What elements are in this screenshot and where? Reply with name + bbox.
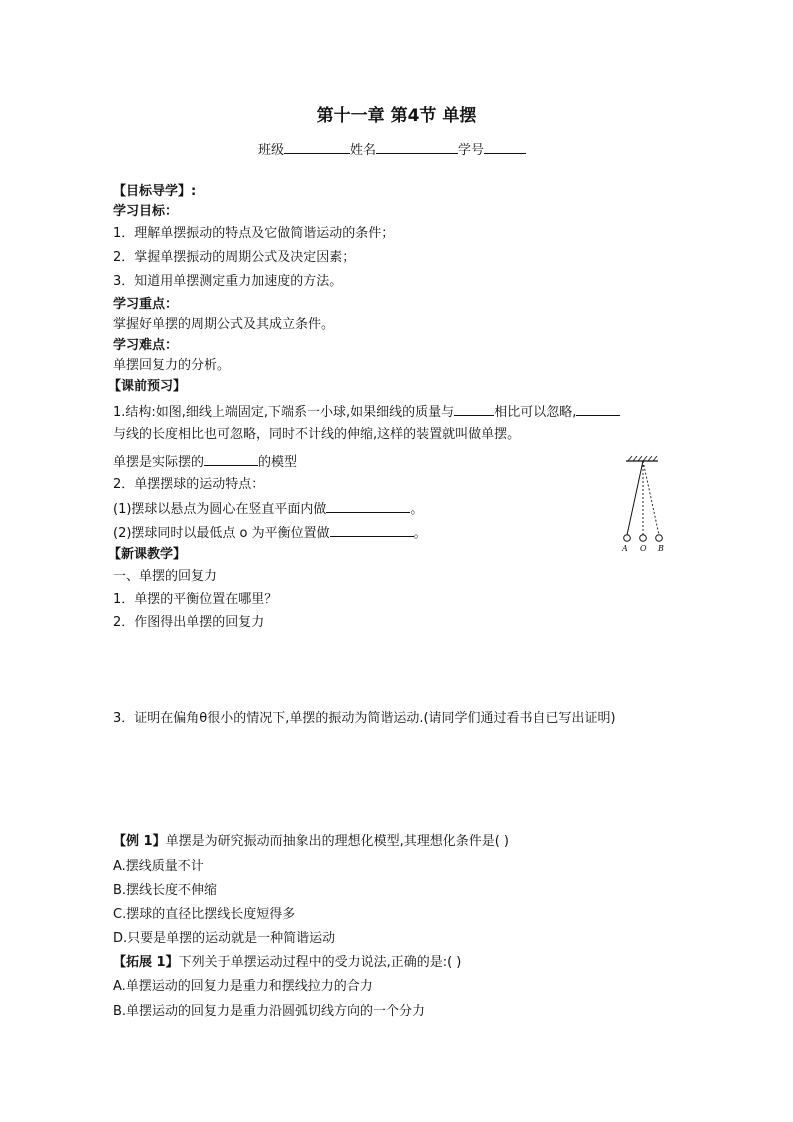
q2-1-period: 。 [410,502,424,517]
name-blank[interactable] [376,140,458,154]
objective-item: 1．理解单摆振动的特点及它做简谐运动的条件； [113,226,395,241]
lesson-header: 【新课教学】 [108,547,187,562]
goals-header: 【目标导学】: [113,184,197,199]
lesson-q2: 2．作图得出单摆的回复力 [113,615,265,630]
label-b: B [658,544,664,553]
name-label: 姓名 [350,143,377,158]
lesson-q3: 3．证明在偏角θ很小的情况下,单摆的振动为简谐运动.(请同学们通过看书自已写出证明) [113,711,616,726]
extension-1-tag: 【拓展 1】 [113,955,179,970]
example-1 [113,833,509,851]
lesson-q1: 1．单摆的平衡位置在哪里？ [113,592,278,607]
student-info-line [258,140,526,160]
q1-text-d1: 单摆是实际摆的 [113,455,205,470]
example-1-question: 单摆是为研究振动而抽象出的理想化模型,其理想化条件是( ) [165,834,509,849]
objective-item: 2．掌握单摆振动的周期公式及决定因素； [113,250,356,265]
q1-blank-2[interactable] [576,402,620,416]
bob-a [624,535,631,542]
q2-1-text: (1)摆球以悬点为圆心在竖直平面内做 [113,502,327,517]
example-1-option: B.摆线长度不伸缩 [113,883,218,898]
q1-blank-1[interactable] [454,402,494,416]
class-label: 班级 [258,143,285,158]
example-1-option: D.只要是单摆的运动就是一种简谐运动 [113,931,336,946]
q2-2-blank[interactable] [330,523,414,537]
q1-text-a: 1.结构:如图,细线上端固定,下端系一小球,如果细线的质量与 [113,405,455,420]
string-right [643,461,659,535]
q2-2-text: (2)摆球同时以最低点 o 为平衡位置做 [113,526,330,541]
q2-2-period: 。 [413,526,427,541]
class-blank[interactable] [284,140,350,154]
preview-q1-line3 [113,452,297,472]
bob-o [640,535,647,542]
extension-1-option: B.单摆运动的回复力是重力沿圆弧切线方向的一个分力 [113,1004,426,1019]
model-blank[interactable] [204,452,258,466]
example-1-tag: 【例 1】 [113,834,166,849]
bob-b [656,535,663,542]
id-label: 学号 [458,143,485,158]
q2-1-blank[interactable] [326,499,410,513]
label-o: O [640,544,647,553]
preview-q1-line1 [113,402,620,422]
ceiling-hatch [628,456,657,461]
preview-q2-2 [113,523,427,543]
key-text: 掌握好单摆的周期公式及其成立条件。 [113,317,335,332]
extension-1 [113,954,461,972]
preview-q2: 2．单摆摆球的运动特点： [113,477,265,492]
q1-text-b: 相比可以忽略, [494,405,577,420]
objective-item: 3．知道用单摆测定重力加速度的方法。 [113,274,343,289]
page-title: 第十一章 第4节 单摆 [316,106,477,126]
string-left [627,461,643,535]
extension-1-question: 下列关于单摆运动过程中的受力说法,正确的是:( ) [178,955,462,970]
objectives-label: 学习目标： [113,204,179,219]
example-1-option: A.摆线质量不计 [113,859,204,874]
preview-q1-line2: 与线的长度相比也可忽略，同时不计线的伸缩,这样的装置就叫做单摆。 [113,427,521,442]
preview-q2-1 [113,499,423,519]
example-1-option: C.摆球的直径比摆线长度短得多 [113,907,296,922]
difficulty-text: 单摆回复力的分析。 [113,358,231,373]
extension-1-option: A.单摆运动的回复力是重力和摆线拉力的合力 [113,979,373,994]
q1-text-d2: 的模型 [258,455,298,470]
preview-header: 【课前预习】 [108,379,187,394]
difficulty-label: 学习难点： [113,338,179,353]
key-label: 学习重点： [113,297,179,312]
id-blank[interactable] [484,140,526,154]
label-a: A [622,544,628,553]
pendulum-figure [614,452,674,556]
section-1-title: 一、单摆的回复力 [113,569,218,584]
